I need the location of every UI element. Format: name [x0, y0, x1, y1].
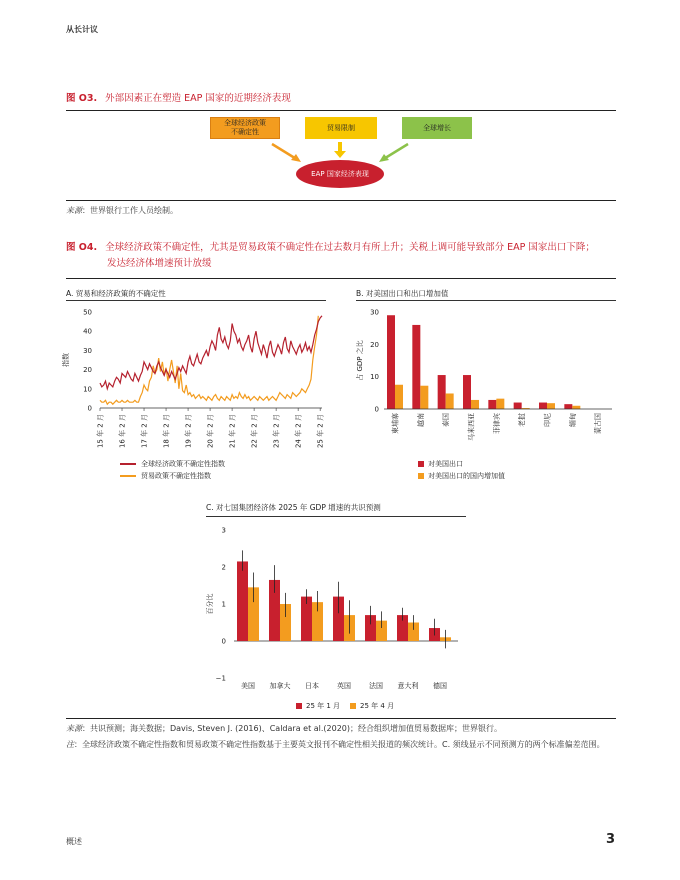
legend-epu [120, 458, 225, 470]
o4-note-text: ：全球经济政策不确定性指数和贸易政策不确定性指数基于主要英文报刊不确定性相关报道的频次统计。C. 须线显示不同预测方的两个标准偏差范围。 [74, 740, 605, 749]
eap-performance-label: EAP 国家经济表现 [311, 169, 369, 178]
value-added-bar [471, 400, 479, 409]
epu-series-line [100, 316, 322, 389]
figure-o4-caption-line2: 发达经济体增速预计放缓 [107, 258, 212, 269]
global-growth-box [402, 117, 472, 139]
running-header: 从长计议 [66, 25, 98, 34]
eap-performance-ellipse [296, 160, 384, 188]
figure-o4-title [66, 240, 626, 272]
panel-a-xtick: 22 年 2 月 [250, 414, 259, 449]
panel-b-ytick: 0 [374, 405, 379, 414]
panel-a-rule [66, 300, 326, 301]
panel-b-category-label: 泰国 [442, 413, 451, 427]
panel-a-chart [60, 302, 330, 454]
panel-c-ytick: 3 [221, 526, 226, 535]
value-added-bar [420, 386, 428, 409]
panel-b-ytick: 20 [370, 340, 379, 349]
legend-jan-swatch [296, 703, 302, 709]
panel-b-ylabel: 占 GDP 之比 [356, 340, 364, 381]
panel-c-category-label: 意大利 [397, 682, 419, 690]
legend-value-added-swatch [418, 473, 424, 479]
panel-a-xtick: 17 年 2 月 [140, 414, 149, 449]
panel-a-xtick: 16 年 2 月 [118, 414, 127, 449]
panel-c-ylabel: 百分比 [206, 593, 214, 615]
panel-a-xtick: 24 年 2 月 [294, 414, 303, 449]
panel-c-category-label: 日本 [305, 682, 319, 690]
uncertainty-box [210, 117, 280, 139]
panel-b-category-label: 老挝 [518, 413, 527, 427]
legend-epu-swatch [120, 463, 136, 465]
panel-c-category-label: 加拿大 [269, 682, 291, 690]
panel-c-category-label: 法国 [369, 682, 383, 690]
export-bar [438, 375, 446, 409]
panel-b-category-label: 柬埔寨 [391, 413, 400, 434]
figure-o3-caption: 外部因素正在塑造 EAP 国家的近期经济表现 [105, 93, 291, 104]
down-arrow [334, 142, 346, 158]
panel-a-ylabel: 指数 [62, 353, 70, 367]
legend-tpu-swatch [120, 475, 136, 477]
panel-a-legend [120, 458, 225, 482]
figure-o4-bottom-rule [66, 718, 616, 719]
figure-o3-top-rule [66, 110, 616, 111]
panel-a-ytick: 10 [83, 385, 92, 394]
figure-o4-caption-line1: 全球经济政策不确定性，尤其是贸易政策不确定性在过去数月有所上升；关税上调可能导致部分 EAP 国家出口下降； [105, 242, 595, 253]
panel-c-ytick: 2 [221, 563, 226, 572]
right-arrow [379, 144, 408, 162]
export-bar [539, 403, 547, 409]
panel-a-ytick: 20 [83, 366, 92, 375]
page-number: 3 [606, 832, 616, 847]
legend-value-added-label: 对美国出口的国内增加值 [428, 472, 505, 480]
legend-exports-swatch [418, 461, 424, 467]
panel-b-ytick: 30 [370, 308, 379, 317]
panel-a-title: A. 贸易和经济政策的不确定性 [66, 289, 166, 298]
legend-jan-label: 25 年 1 月 [306, 702, 341, 710]
value-added-bar [446, 393, 454, 409]
panel-a-xtick: 18 年 2 月 [162, 414, 171, 449]
legend-apr [350, 700, 394, 712]
panel-b-category-label: 马来西亚 [467, 413, 476, 441]
value-added-bar [496, 399, 504, 409]
legend-epu-label: 全球经济政策不确定性指数 [141, 460, 225, 468]
source-label: 来源 [66, 206, 82, 215]
legend-tpu [120, 470, 225, 482]
figure-o3-title [66, 91, 291, 107]
uncertainty-box-label: 全球经济政策 不确定性 [224, 119, 266, 136]
source-text: ：世界银行工作人员绘制。 [82, 206, 178, 215]
o4-source-text: ：共识预测；海关数据；Davis, Steven J. (2016)、Caldara et al.(2020)；经合组织增加值贸易数据库；世界银行。 [82, 724, 503, 733]
export-bar [488, 400, 496, 409]
panel-c-ytick: 1 [221, 600, 226, 609]
panel-b-rule [356, 300, 616, 301]
panel-c-category-label: 美国 [241, 682, 255, 690]
panel-b-ytick: 10 [370, 373, 379, 382]
panel-a-xtick: 21 年 2 月 [228, 414, 237, 449]
export-bar [514, 403, 522, 409]
panel-b-chart [350, 302, 620, 452]
legend-jan [296, 700, 340, 712]
export-bar [564, 404, 572, 409]
legend-exports [418, 458, 505, 470]
panel-a-xtick: 25 年 2 月 [316, 414, 325, 449]
figure-o4-top-rule [66, 278, 616, 279]
panel-b-category-label: 蒙古国 [594, 413, 603, 434]
legend-exports-label: 对美国出口 [428, 460, 463, 468]
value-added-bar [395, 385, 403, 409]
export-bar [463, 375, 471, 409]
panel-b-legend [418, 458, 505, 482]
panel-a-ytick: 40 [83, 327, 92, 336]
panel-c-legend [296, 700, 394, 712]
figure-o3-number: 图 O3. [66, 93, 98, 104]
export-bar [387, 315, 395, 409]
trade-restriction-box-label: 贸易限制 [327, 123, 355, 132]
panel-b-category-label: 越南 [416, 413, 425, 427]
figure-o3-source [66, 203, 618, 218]
footer-section: 概述 [66, 837, 82, 846]
panel-c-category-label: 德国 [433, 682, 447, 690]
value-added-bar [547, 403, 555, 409]
panel-a-ytick: 0 [87, 404, 92, 413]
left-arrow [272, 144, 301, 162]
global-growth-box-label: 全球增长 [423, 123, 451, 132]
panel-a-xtick: 23 年 2 月 [272, 414, 281, 449]
panel-c-ytick: −1 [215, 674, 226, 683]
legend-apr-label: 25 年 4 月 [360, 702, 395, 710]
figure-o4-source [66, 721, 618, 736]
figure-o4-note [66, 737, 618, 752]
legend-value-added [418, 470, 505, 482]
panel-a-ytick: 30 [83, 346, 92, 355]
trade-restriction-box [305, 117, 377, 139]
panel-b-category-label: 菲律宾 [492, 413, 501, 434]
figure-o3-bottom-rule [66, 200, 616, 201]
figure-o4-number: 图 O4. [66, 242, 98, 253]
panel-c-chart [200, 520, 470, 696]
legend-apr-swatch [350, 703, 356, 709]
panel-c-title: C. 对七国集团经济体 2025 年 GDP 增速的共识预测 [206, 503, 381, 512]
export-bar [412, 325, 420, 409]
panel-c-ytick: 0 [221, 637, 226, 646]
jan-forecast-bar [237, 561, 248, 641]
panel-a-xtick: 15 年 2 月 [96, 414, 105, 449]
panel-b-title: B. 对美国出口和出口增加值 [356, 289, 449, 298]
o4-source-label: 来源 [66, 724, 82, 733]
panel-c-category-label: 英国 [337, 682, 351, 690]
panel-b-category-label: 缅甸 [568, 413, 577, 427]
legend-tpu-label: 贸易政策不确定性指数 [141, 472, 211, 480]
o4-note-label: 注 [66, 740, 74, 749]
panel-a-ytick: 50 [83, 308, 92, 317]
tpu-series-line [100, 316, 318, 404]
panel-a-xtick: 19 年 2 月 [184, 414, 193, 449]
panel-b-category-label: 印尼 [543, 413, 552, 427]
value-added-bar [572, 406, 580, 409]
panel-a-xtick: 20 年 2 月 [206, 414, 215, 449]
panel-c-rule [206, 516, 466, 517]
